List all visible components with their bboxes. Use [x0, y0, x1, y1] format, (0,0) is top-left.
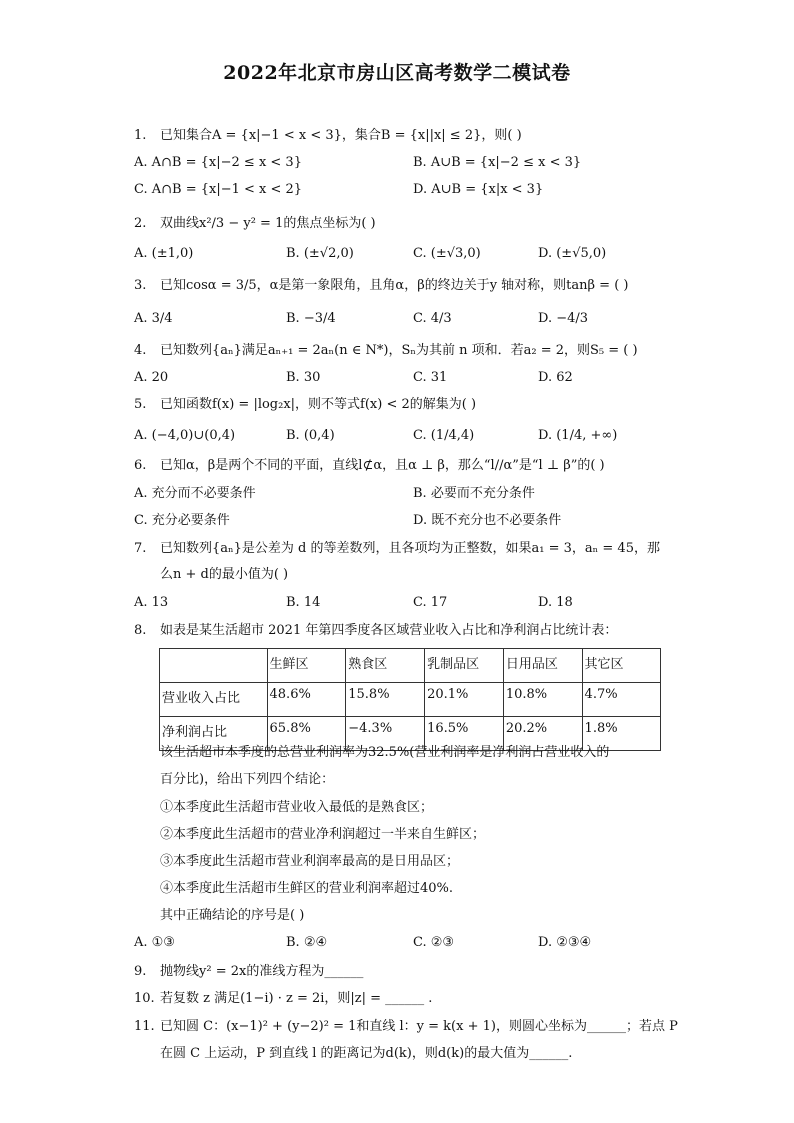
question-8-text: 百分比)，给出下列四个结论：: [160, 772, 335, 787]
q8-option-c: C. ②③: [413, 935, 455, 950]
q4-option-a: A. 20: [134, 370, 169, 385]
q3-option-d: D. −4/3: [538, 311, 589, 326]
question-5: 5. 已知函数f(x) = |log₂x|，则不等式f(x) < 2的解集为( ): [134, 397, 477, 412]
table-cell: 20.1%: [425, 683, 504, 717]
q4-option-c: C. 31: [413, 370, 448, 385]
table-cell: 4.7%: [582, 683, 660, 717]
table-header-cell: 其它区: [582, 649, 660, 683]
question-9: 9. 抛物线y² = 2x的准线方程为______: [134, 964, 364, 979]
q7-option-a: A. 13: [134, 595, 169, 610]
q7-option-d: D. 18: [538, 595, 573, 610]
q8-option-b: B. ②④: [286, 935, 328, 950]
q4-option-b: B. 30: [286, 370, 321, 385]
question-4: 4. 已知数列{aₙ}满足aₙ₊₁ = 2aₙ(n ∈ N*)，Sₙ为其前 n 项和．若a₂ = 2，则S₅ = ( ): [134, 343, 638, 358]
q4-option-d: D. 62: [538, 370, 573, 385]
table-cell: 48.6%: [267, 683, 346, 717]
table-cell: 65.8%: [267, 717, 346, 751]
question-8-conclusion: ③本季度此生活超市营业利润率最高的是日用品区；: [160, 854, 460, 869]
q7-option-c: C. 17: [413, 595, 448, 610]
table-cell: 净利润占比: [160, 717, 268, 751]
q5-option-d: D. (1/4, +∞): [538, 428, 618, 443]
question-11: 11. 已知圆 C：(x−1)² + (y−2)² = 1和直线 l：y = k(x + 1)，则圆心坐标为______；若点 P: [134, 1019, 678, 1034]
q6-option-c: C. 充分必要条件: [134, 513, 230, 528]
table-header-cell: 熟食区: [346, 649, 425, 683]
q7-option-b: B. 14: [286, 595, 321, 610]
table-header-cell: 乳制品区: [425, 649, 504, 683]
question-8-prompt: 其中正确结论的序号是( ): [160, 908, 305, 923]
question-6: 6. 已知α，β是两个不同的平面，直线l⊄α，且α ⊥ β，那么“l//α”是“l ⊥ β”的( ): [134, 458, 605, 473]
question-3: 3. 已知cosα = 3/5，α是第一象限角，且角α，β的终边关于y 轴对称，则tanβ = ( ): [134, 278, 629, 293]
question-8-text: 该生活超市本季度的总营业利润率为32.5%(营业利润率是净利润占营业收入的: [160, 745, 610, 760]
question-8-conclusion: ④本季度此生活超市生鲜区的营业利润率超过40%.: [160, 881, 454, 896]
table-header-row: [160, 649, 661, 683]
q8-option-d: D. ②③④: [538, 935, 592, 950]
table-cell: 15.8%: [346, 683, 425, 717]
q6-option-a: A. 充分而不必要条件: [134, 486, 256, 501]
question-7-continued: 么n + d的最小值为( ): [160, 567, 289, 582]
q5-option-a: A. (−4,0)∪(0,4): [134, 428, 236, 443]
q8-option-a: A. ①③: [134, 935, 175, 950]
table-row: [160, 683, 661, 717]
q6-option-b: B. 必要而不充分条件: [413, 486, 535, 501]
q2-option-b: B. (±√2,0): [286, 246, 354, 261]
question-10: 10. 若复数 z 满足(1−i) · z = 2i，则|z| = ______ .: [134, 991, 433, 1006]
question-1: 1. 已知集合A = {x|−1 < x < 3}，集合B = {x||x| ≤ 2}，则( ): [134, 128, 522, 143]
q5-option-b: B. (0,4): [286, 428, 335, 443]
q1-option-c: C. A∩B = {x|−1 < x < 2}: [134, 182, 303, 197]
q5-option-c: C. (1/4,4): [413, 428, 475, 443]
table-cell: 16.5%: [425, 717, 504, 751]
q3-option-c: C. 4/3: [413, 311, 452, 326]
table-cell: 10.8%: [503, 683, 582, 717]
q3-option-a: A. 3/4: [134, 311, 173, 326]
q6-option-d: D. 既不充分也不必要条件: [413, 513, 562, 528]
table-cell: −4.3%: [346, 717, 425, 751]
q3-option-b: B. −3/4: [286, 311, 336, 326]
question-7: 7. 已知数列{aₙ}是公差为 d 的等差数列，且各项均为正整数，如果a₁ = 3，aₙ = 45，那: [134, 541, 660, 556]
question-8: 8. 如表是某生活超市 2021 年第四季度各区域营业收入占比和净利润占比统计表：: [134, 623, 618, 638]
table-header-cell: [160, 649, 268, 683]
page-title: 2022年北京市房山区高考数学二模试卷: [223, 62, 571, 84]
question-8-conclusion: ①本季度此生活超市营业收入最低的是熟食区；: [160, 800, 434, 815]
question-8-conclusion: ②本季度此生活超市的营业净利润超过一半来自生鲜区；: [160, 827, 486, 842]
q2-option-a: A. (±1,0): [134, 246, 194, 261]
statistics-table: [159, 648, 661, 751]
q2-option-c: C. (±√3,0): [413, 246, 481, 261]
table-cell: 营业收入占比: [160, 683, 268, 717]
table-header-cell: 生鲜区: [267, 649, 346, 683]
q1-option-d: D. A∪B = {x|x < 3}: [413, 182, 544, 197]
table-cell: 20.2%: [503, 717, 582, 751]
q1-option-a: A. A∩B = {x|−2 ≤ x < 3}: [134, 155, 302, 170]
question-11-continued: 在圆 C 上运动，P 到直线 l 的距离记为d(k)，则d(k)的最大值为______.: [160, 1046, 573, 1061]
question-2: 2. 双曲线x²/3 − y² = 1的焦点坐标为( ): [134, 216, 376, 231]
table-header-cell: 日用品区: [503, 649, 582, 683]
q1-option-b: B. A∪B = {x|−2 ≤ x < 3}: [413, 155, 582, 170]
q2-option-d: D. (±√5,0): [538, 246, 607, 261]
table-cell: 1.8%: [582, 717, 660, 751]
